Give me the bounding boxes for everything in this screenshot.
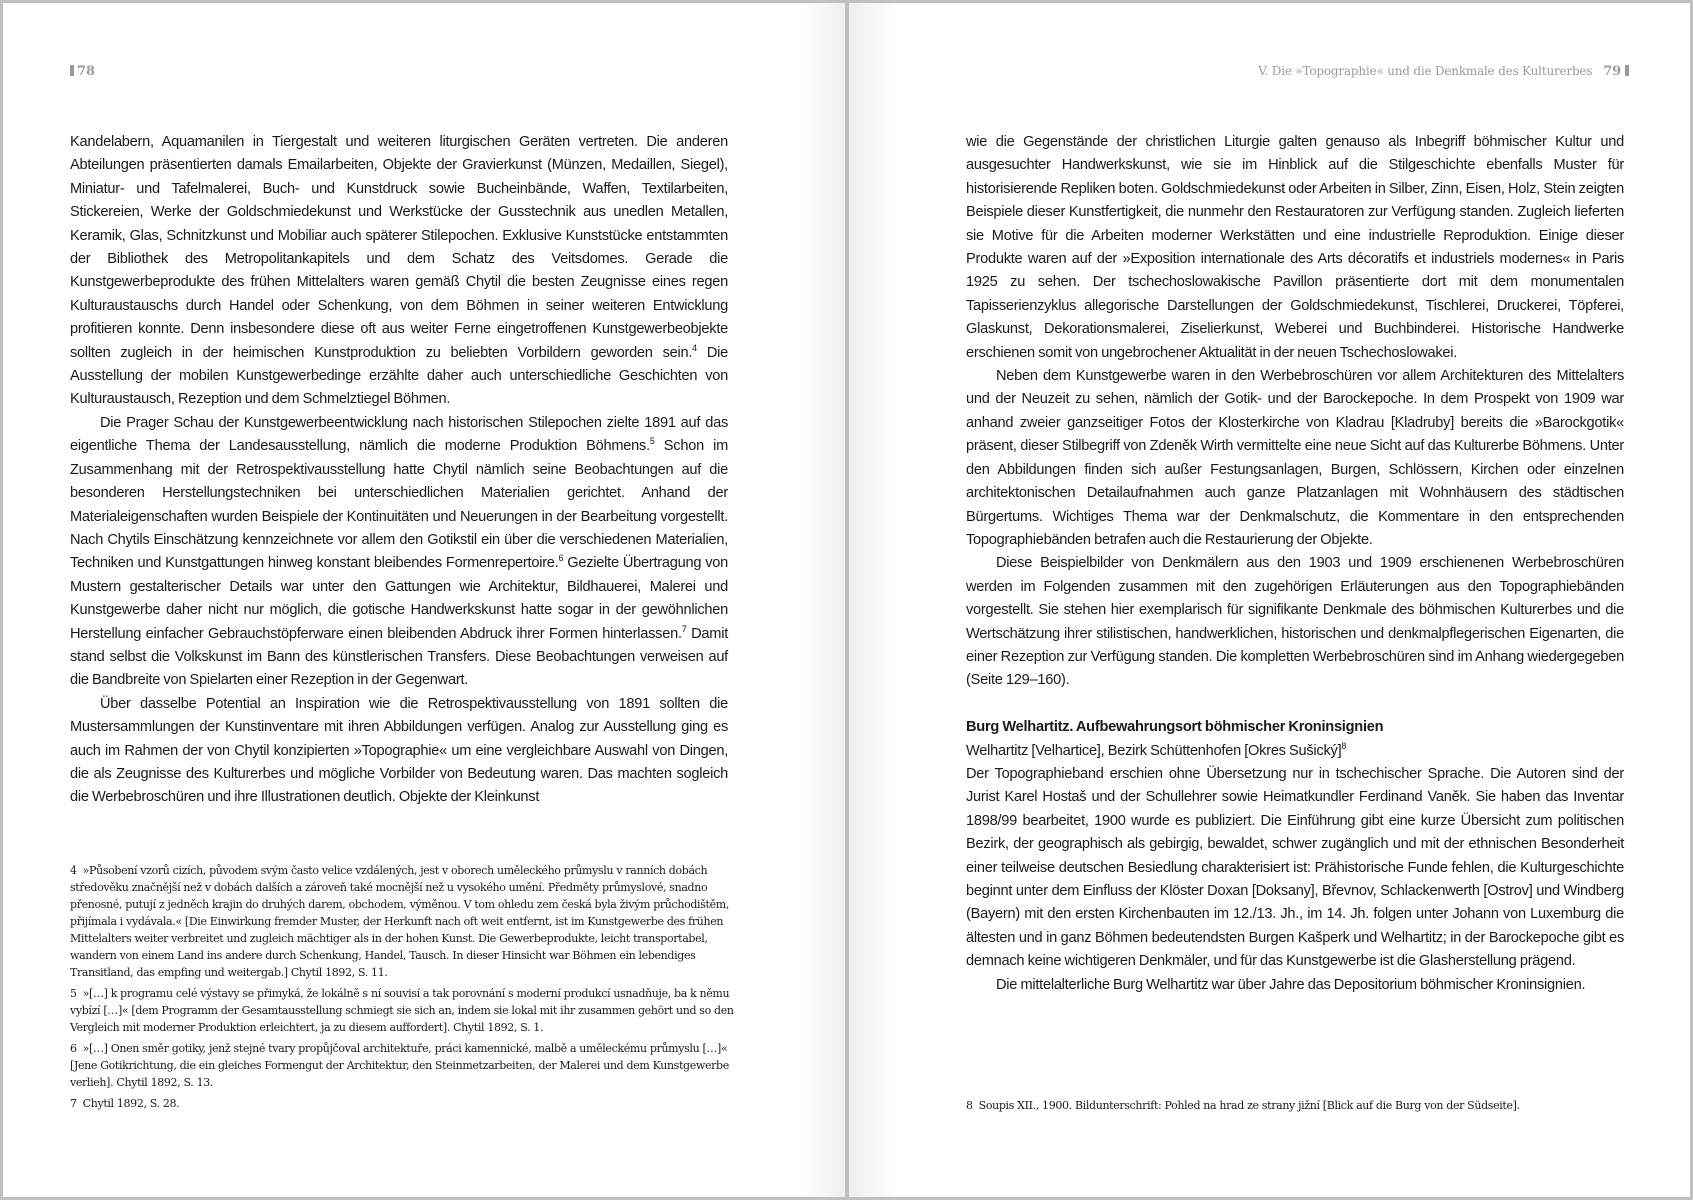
- left-page: [3, 3, 845, 1197]
- chapter-title: V. Die »Topographie« und die Denkmale des Kulturerbes: [1258, 64, 1593, 78]
- paragraph: wie die Gegenstände der christlichen Liturgie galten genauso als Inbegriff böhmischer Kultur und ausgesuchter Handwerkskunst, wie sie im Hinblick auf die Stilgeschichte ebenfalls Muster für historisierende Repliken boten. Goldschmiedekunst oder Arbeiten in Silber, Zinn, Eisen, Holz, Stein zeigten Beispiele dieser Kunstfertigkeit, die nunmehr den Restauratoren zur Verfügung standen. Zugleich lieferten sie Motive für die Arbeiten moderner Werkstätten und eine industrielle Reproduktion. Einige dieser Produkte waren auf der »Exposition internationale des Arts décoratifs et industriels modernes« in Paris 1925 zu sehen. Der tschechoslowakische Pavillon präsentierte dort mit dem monumentalen Tapisserienzyklus allegorische Darstellungen der Goldschmiedekunst, Tischlerei, Druckerei, Töpferei, Glaskunst, Dekorationsmalerei, Ziselierkunst, Weberei und Buchbinderei. Historische Handwerke erschienen somit von ungebrochener Aktualität in der neuen Tschechoslowakei.: [966, 134, 1624, 361]
- footnote-ref[interactable]: 5: [649, 436, 655, 447]
- footnote: 7 Chytil 1892, S. 28.: [70, 1097, 180, 1110]
- right-footnotes: [966, 1097, 1646, 1118]
- footnote-ref[interactable]: 4: [692, 342, 697, 353]
- left-body-text: [70, 131, 728, 810]
- right-body-text: [966, 131, 1624, 997]
- footnote: 8 Soupis XII., 1900. Bildunterschrift: Pohled na hrad ze strany jižní [Blick auf die Burg von der Südseite].: [966, 1099, 1520, 1112]
- right-running-head: [1258, 64, 1629, 79]
- footnote-ref[interactable]: 7: [681, 623, 687, 634]
- footnote: 4 »Působení vzorů cizích, původem svým často velice vzdálených, jest v oborech uměleckého průmyslu v ranních dobách středověku značnější než v dobách dalších a zároveň také mocnější než u vysokého umění. Předměty průmyslové, snadno přenosné, putují z jedněch krajin do druhých darem, obchodem, výměnou. V tom ohledu zem česká byla živým průchodištěm, přijímala i vydávala.« [Die Einwirkung fremder Muster, der Herkunft nach oft weit entfernt, ist im Kunstgewerbe des frühen Mittelalters weiter verbreitet und zugleich mächtiger als in der hohen Kunst. Die Gewerbeprodukte, leicht transportabel, wandern von einem Land ins andere durch Schenkung, Handel, Tausch. In dieser Hinsicht war Böhmen ein lebendiges Transitland, das empfing und weitergab.] Chytil 1892, S. 11.: [70, 864, 729, 979]
- footnote-number: 8: [966, 1099, 973, 1112]
- paragraph: Die mittelalterliche Burg Welhartitz war über Jahre das Depositorium böhmischer Kroninsignien.: [996, 976, 1586, 993]
- footnote-number: 5: [70, 987, 77, 1000]
- footnote: 5 »[…] k programu celé výstavy se přimyká, že lokálně s ní souvisí a tak porovnání s moderní produkcí usnadňuje, ba k němu vybízí […]« [dem Programm der Gesamtausstellung schmiegt sie sich an, indem sie lokal mit ihr zusammen gehört und so den Vergleich mit moderner Produktion erleichtert, ja zu diesem auffordert]. Chytil 1892, S. 1.: [70, 987, 734, 1034]
- paragraph: Der Topographieband erschien ohne Übersetzung nur in tschechischer Sprache. Die Autoren sind der Jurist Karel Hostaš und der Schullehrer sowie Heimatkundler Ferdinand Vaněk. Sie haben das Inventar 1898/99 bearbeitet, 1900 wurde es publiziert. Die Einführung gibt eine kurze Übersicht zum politischen Bezirk, der geographisch als gebirgig, bewaldet, schwer zugänglich und mit der ethnischen Besonderheit einer teilweise deutschen Besiedlung charakterisiert ist: Prähistorische Funde fehlen, die Kulturgeschichte beginnt unter dem Einfluss der Klöster Doxan [Doksany], Břevnov, Schlackenwerth [Ostrov] und Windberg (Bayern) mit den ersten Kirchenbauten im 12./13. Jh., im 14. Jh. folgen unter Johann von Luxemburg die ältesten und in ganz Böhmen bedeutendsten Burgen Kašperk und Welhartitz; in der Barockepoche gibt es demnach keine wichtigeren Denkmäler, und für das Kunstgewerbe ist die Glasherstellung prägend.: [966, 765, 1624, 970]
- page-marker-icon: [70, 65, 74, 76]
- left-running-head: [70, 64, 95, 79]
- page-marker-icon: [1625, 65, 1629, 76]
- footnote-number: 7: [70, 1097, 77, 1110]
- left-page-number: 78: [77, 64, 96, 79]
- right-page-number: 79: [1603, 64, 1621, 79]
- left-footnotes: [70, 862, 736, 1116]
- right-page: [849, 3, 1690, 1197]
- footnote: 6 »[…] Onen směr gotiky, jenž stejné tvary propůjčoval architektuře, práci kamennické, malbě a uměleckému průmyslu […]« [Jene Gotikrichtung, die ein gleiches Formengut der Architektur, den Steinmetzarbeiten, der Malerei und dem Kunstgewerbe verlieh]. Chytil 1892, S. 13.: [70, 1042, 729, 1089]
- footnote-number: 6: [70, 1042, 77, 1055]
- section-subtitle: Welhartitz [Velhartice], Bezirk Schüttenhofen [Okres Sušický]$^8$: [966, 740, 1347, 759]
- footnote-ref[interactable]: 6: [558, 553, 564, 564]
- paragraph: Die Prager Schau der Kunstgewerbeentwicklung nach historischen Stilepochen zielte 1891 auf das eigentliche Thema der Landesausstellung, nämlich die moderne Produktion Böhmens.$^5$ Schon im Zusammenhang mit der Retrospektivausstellung hatte Chytil nämlich seine Beobachtungen auf die besonderen Herstellungstechniken bei unterschiedlichen Materialien gerichtet. Anhand der Materialeigenschaften wurden Beispiele der Kontinuitäten und Neuerungen in der Bearbeitung vorgestellt. Nach Chytils Einschätzung kennzeichnete vor allem den Gotikstil ein über die verschiedenen Materialien, Techniken und Kunstgattungen hinweg konstant bleibendes Formenrepertoire.$^6$ Gezielte Übertragung von Mustern gestalterischer Details war unter den Gattungen wie Architektur, Bildhauerei, Malerei und Kunstgewerbe daher nicht nur möglich, die gotische Handwerkskunst hatte sogar in der gewöhnlichen Herstellung einfacher Gebrauchstöpferware einen bleibenden Abdruck ihrer Formen hinterlassen.$^7$ Damit stand selbst die Volkskunst im Bann des künstlerischen Transfers. Diese Beobachtungen verweisen auf die Bandbreite von Spielarten einer Rezeption in der Gegenwart.: [70, 414, 729, 689]
- paragraph: Kandelabern, Aquamanilen in Tiergestalt und weiteren liturgischen Geräten vertreten. Die anderen Abteilungen präsentierten damals Emailarbeiten, Objekte der Gravierkunst (Münzen, Medaillen, Siegel), Miniatur- und Tafelmalerei, Buch- und Kunstdruck sowie Bucheinbände, Waffen, Textilarbeiten, Stickereien, Werke der Goldschmiedekunst und Werkstücke der Gusstechnik aus unedlen Metallen, Keramik, Glas, Schnitzkunst und Mobiliar auch späterer Stilepochen. Exklusive Kunststücke entstammten der Bibliothek des Metropolitankapitels und dem Schatz des Veitsdomes. Gerade die Kunstgewerbeprodukte des frühen Mittelalters waren gemäß Chytil die besten Zeugnisse eines regen Kulturaustauschs durch Handel oder Schenkung, von dem Böhmen in seiner weiteren Entwicklung profitieren konnte. Denn insbesondere diese oft aus weiter Ferne eingetroffenen Kunstgewerbeobjekte sollten zugleich in der heimischen Kunstproduktion zu beliebten Vorbildern geworden sein.$^4$ Die Ausstellung der mobilen Kunstgewerbedinge erzählte daher auch unterschiedliche Geschichten von Kulturaustausch, Rezeption und dem Schmelztiegel Böhmen.: [70, 134, 729, 408]
- paragraph: Neben dem Kunstgewerbe waren in den Werbebroschüren vor allem Architekturen des Mittelalters und der Neuzeit zu sehen, nämlich der Gotik- und der Barockepoche. In dem Prospekt von 1909 war anhand zweier ganzseitiger Fotos der Klosterkirche von Kladrau [Kladruby] bereits die »Barockgotik« präsent, dieser Stilbegriff von Zdeněk Wirth vermittelte eine neue Sicht auf das Kulturerbe Böhmens. Unter den Abbildungen finden sich außer Festungsanlagen, Burgen, Schlössern, Kirchen oder einzelnen architektonischen Detailaufnahmen auch ganze Platzanlagen mit Wohnhäusern des städtischen Bürgertums. Wichtiges Thema war der Denkmalschutz, die Kommentare in den entsprechenden Topographiebänden betrafen auch die Restaurierung der Objekte.: [966, 368, 1624, 548]
- footnote-number: 4: [70, 864, 77, 877]
- paragraph: Diese Beispielbilder von Denkmälern aus den 1903 und 1909 erschienenen Werbebroschüren werden im Folgenden zusammen mit den zugehörigen Erläuterungen aus den Topographiebänden vorgestellt. Sie stehen hier exemplarisch für signifikante Denkmale des böhmischen Kulturerbes und die Wertschätzung ihrer stilistischen, handwerklichen, historischen und denkmalpflegerischen Eigenarten, die einer Rezeption zur Verfügung standen. Die kompletten Werbebroschüren sind im Anhang wiedergegeben (Seite 129–160).: [966, 555, 1624, 689]
- paragraph: Über dasselbe Potential an Inspiration wie die Retrospektivausstellung von 1891 sollten die Mustersammlungen der Kunstinventare mit ihren Abbildungen verfügen. Analog zur Ausstellung ging es auch im Rahmen der von Chytil konzipierten »Topographie« um eine vergleichbare Auswahl von Dingen, die als Zeugnisse des Kulturerbes und mögliche Vorbilder von Bedeutung waren. Das machten sogleich die Werbebroschüren und ihre Illustrationen deutlich. Objekte der Kleinkunst: [70, 695, 728, 806]
- section-heading: Burg Welhartitz. Aufbewahrungsort böhmischer Kroninsignien: [966, 719, 1384, 736]
- footnote-ref[interactable]: 8: [1341, 740, 1347, 751]
